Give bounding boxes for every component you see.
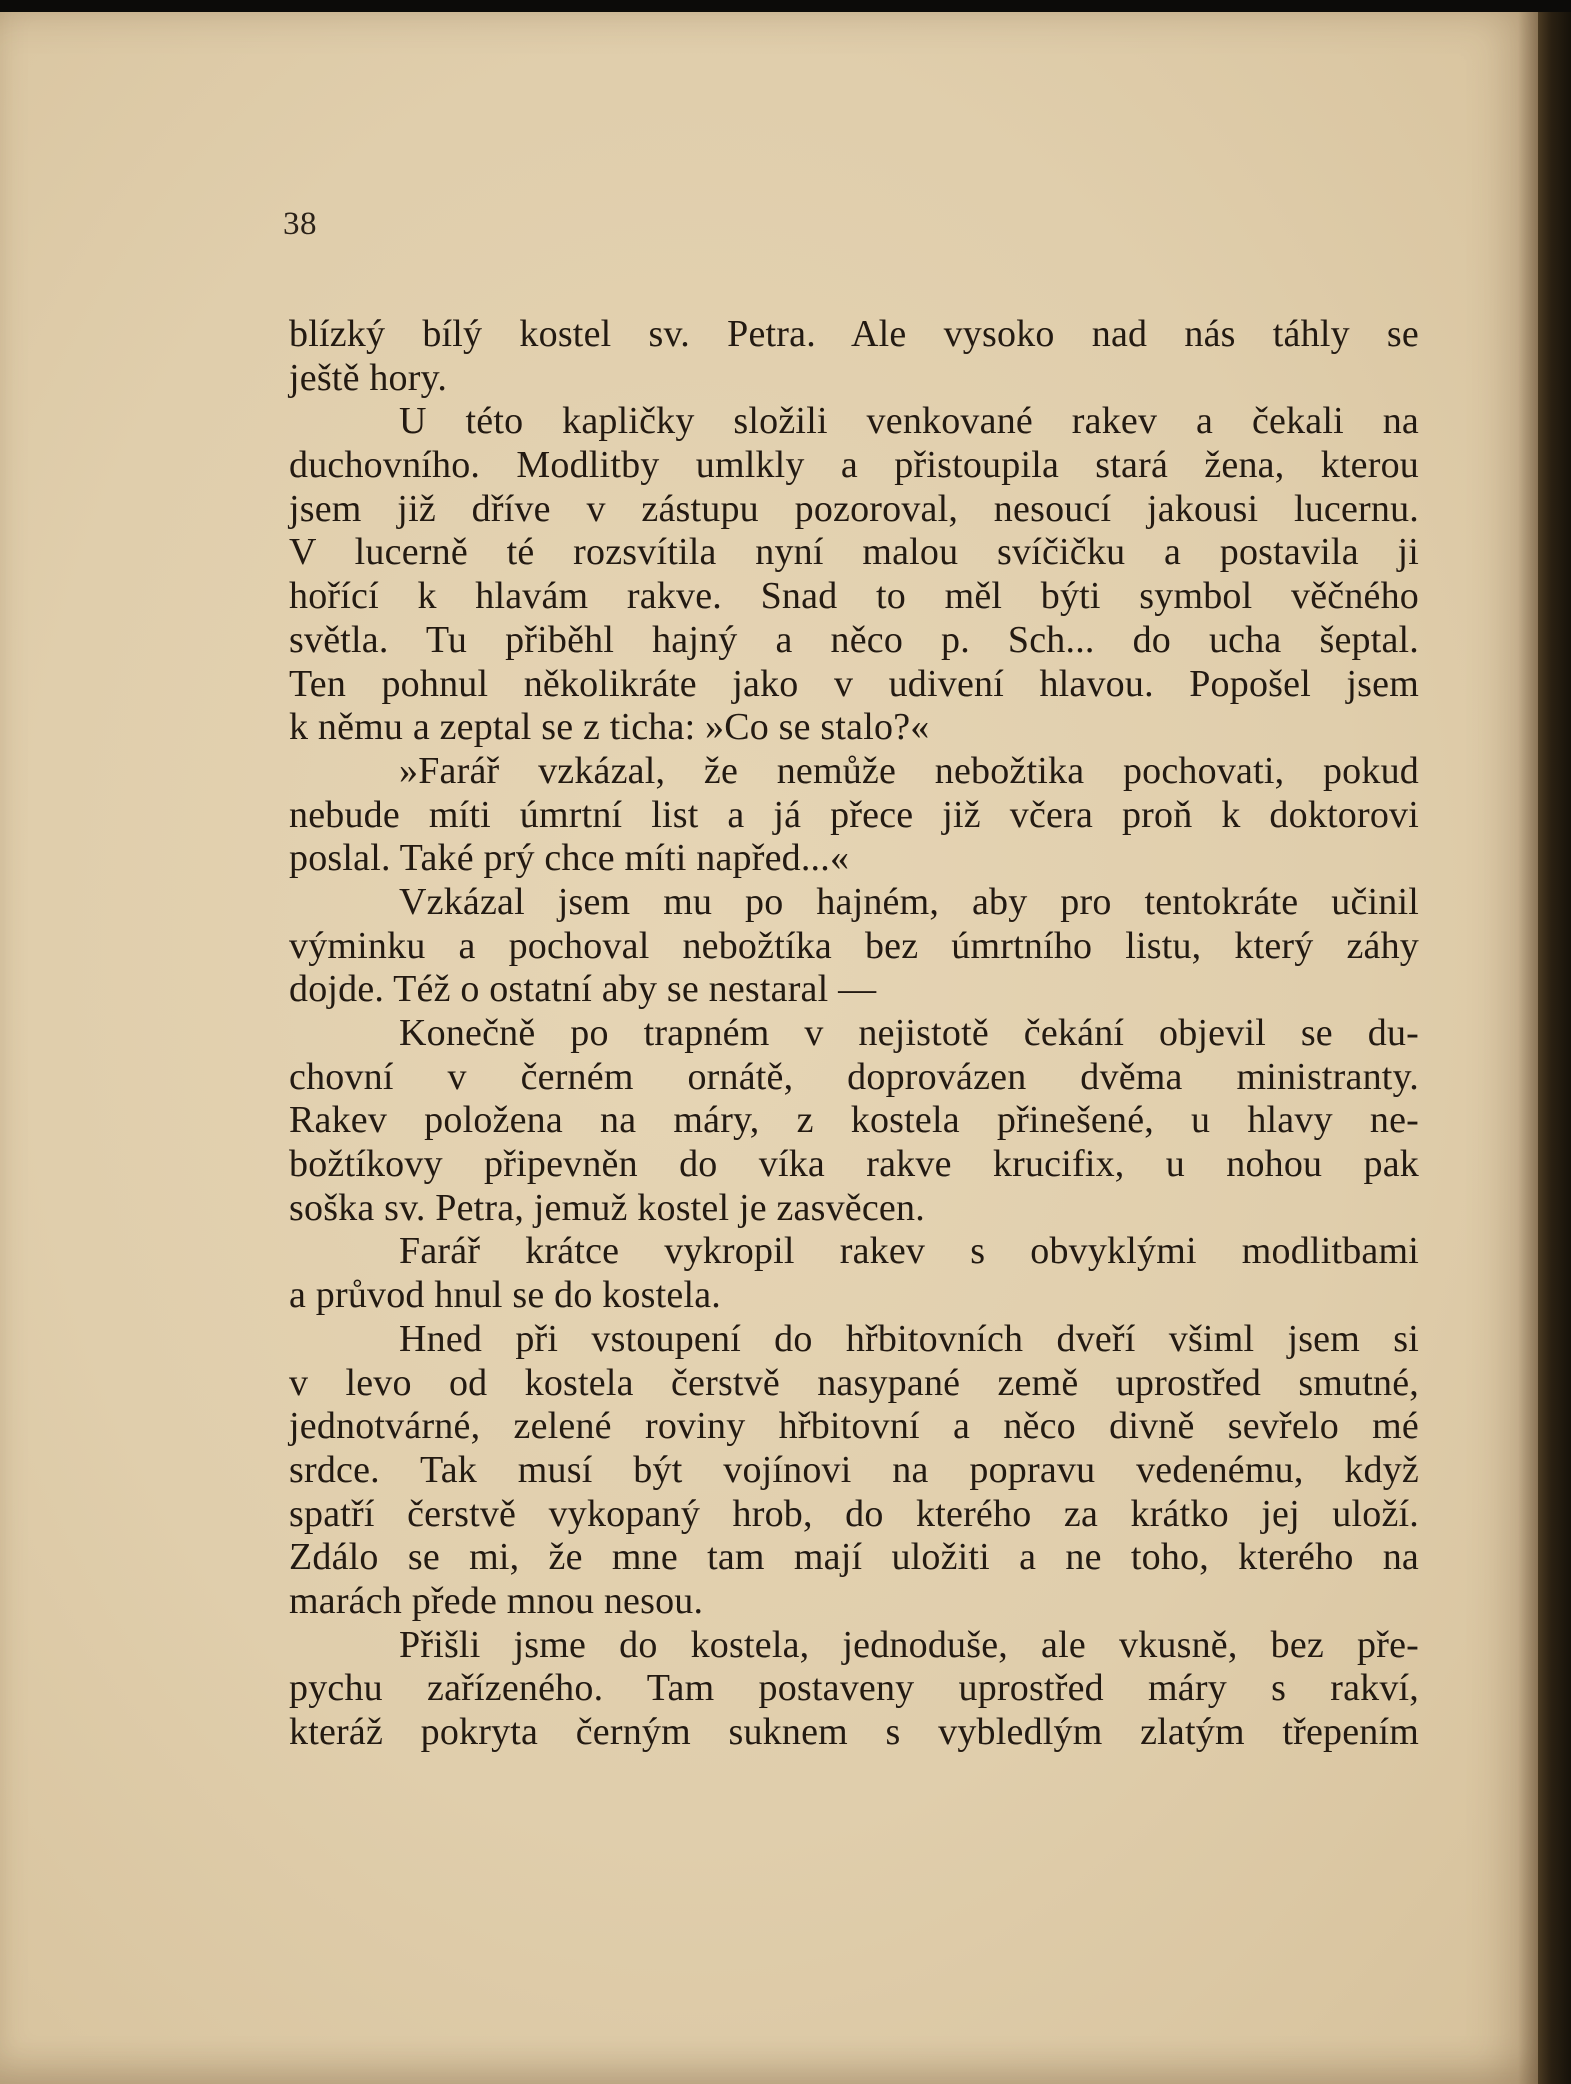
text-line: Hned při vstoupení do hřbitovních dveří všiml jsem si: [399, 1317, 1419, 1360]
text-line: V lucerně té rozsvítila nyní malou svíčičku a postavila ji: [289, 531, 1419, 574]
text-line: Ten pohnul několikráte jako v udivení hlavou. Popošel jsem: [289, 662, 1419, 705]
page-number: 38: [283, 206, 317, 242]
text-line: světla. Tu přiběhl hajný a něco p. Sch... do ucha šeptal.: [289, 618, 1419, 661]
text-line: jsem již dříve v zástupu pozoroval, nesoucí jakousi lucernu.: [289, 487, 1419, 530]
text-line: Zdálo se mi, že mne tam mají uložiti a ne toho, kterého na: [289, 1536, 1419, 1579]
text-line: božtíkovy připevněn do víka rakve krucifix, u nohou pak: [289, 1143, 1419, 1186]
text-line: k němu a zeptal se z ticha: »Co se stalo?«: [289, 706, 930, 749]
text-line: Konečně po trapném v nejistotě čekání objevil se du-: [399, 1012, 1419, 1054]
text-line: Přišli jsme do kostela, jednoduše, ale vkusně, bez pře-: [399, 1623, 1419, 1666]
book-gutter: [1538, 12, 1571, 2084]
text-line: a průvod hnul se do kostela.: [289, 1274, 721, 1317]
book-page: [0, 12, 1538, 2084]
page-edge-shadow: [1518, 12, 1538, 2084]
text-line: jednotvárné, zelené roviny hřbitovní a něco divně sevřelo mé: [289, 1405, 1419, 1448]
text-line: kteráž pokryta černým suknem s vybledlým zlatým třepením: [289, 1711, 1419, 1753]
text-line: pychu zařízeného. Tam postaveny uprostřed máry s rakví,: [289, 1667, 1419, 1710]
text-line: srdce. Tak musí být vojínovi na popravu vedenému, když: [289, 1448, 1419, 1491]
text-line: hořící k hlavám rakve. Snad to měl býti symbol věčného: [289, 575, 1419, 618]
text-line: Rakev položena na máry, z kostela přinešené, u hlavy ne-: [289, 1099, 1419, 1142]
text-line: Vzkázal jsem mu po hajném, aby pro tentokráte učinil: [399, 880, 1419, 923]
text-line: U této kapličky složili venkované rakev a čekali na: [399, 400, 1419, 443]
text-line: poslal. Také prý chce míti napřed...«: [289, 837, 850, 880]
body-text: [289, 313, 1419, 1755]
text-line: marách přede mnou nesou.: [289, 1579, 704, 1622]
text-line: výminku a pochoval nebožtíka bez úmrtního listu, který záhy: [289, 924, 1419, 967]
text-line: blízký bílý kostel sv. Petra. Ale vysoko nad nás táhly se: [289, 313, 1419, 355]
text-line: spatří čerstvě vykopaný hrob, do kterého za krátko jej uloží.: [289, 1492, 1419, 1535]
text-line: ještě hory.: [289, 356, 448, 399]
text-line: soška sv. Petra, jemuž kostel je zasvěcen.: [289, 1186, 925, 1229]
text-line: v levo od kostela čerstvě nasypané země uprostřed smutné,: [289, 1361, 1419, 1404]
text-line: chovní v černém ornátě, doprovázen dvěma ministranty.: [289, 1055, 1419, 1098]
text-line: dojde. Též o ostatní aby se nestaral —: [289, 968, 877, 1011]
text-line: nebude míti úmrtní list a já přece již včera proň k doktorovi: [289, 793, 1419, 836]
text-line: »Farář vzkázal, že nemůže nebožtika pochovati, pokud: [399, 749, 1419, 792]
text-line: duchovního. Modlitby umlkly a přistoupila stará žena, kterou: [289, 444, 1419, 487]
text-line: Farář krátce vykropil rakev s obvyklými modlitbami: [399, 1230, 1419, 1273]
